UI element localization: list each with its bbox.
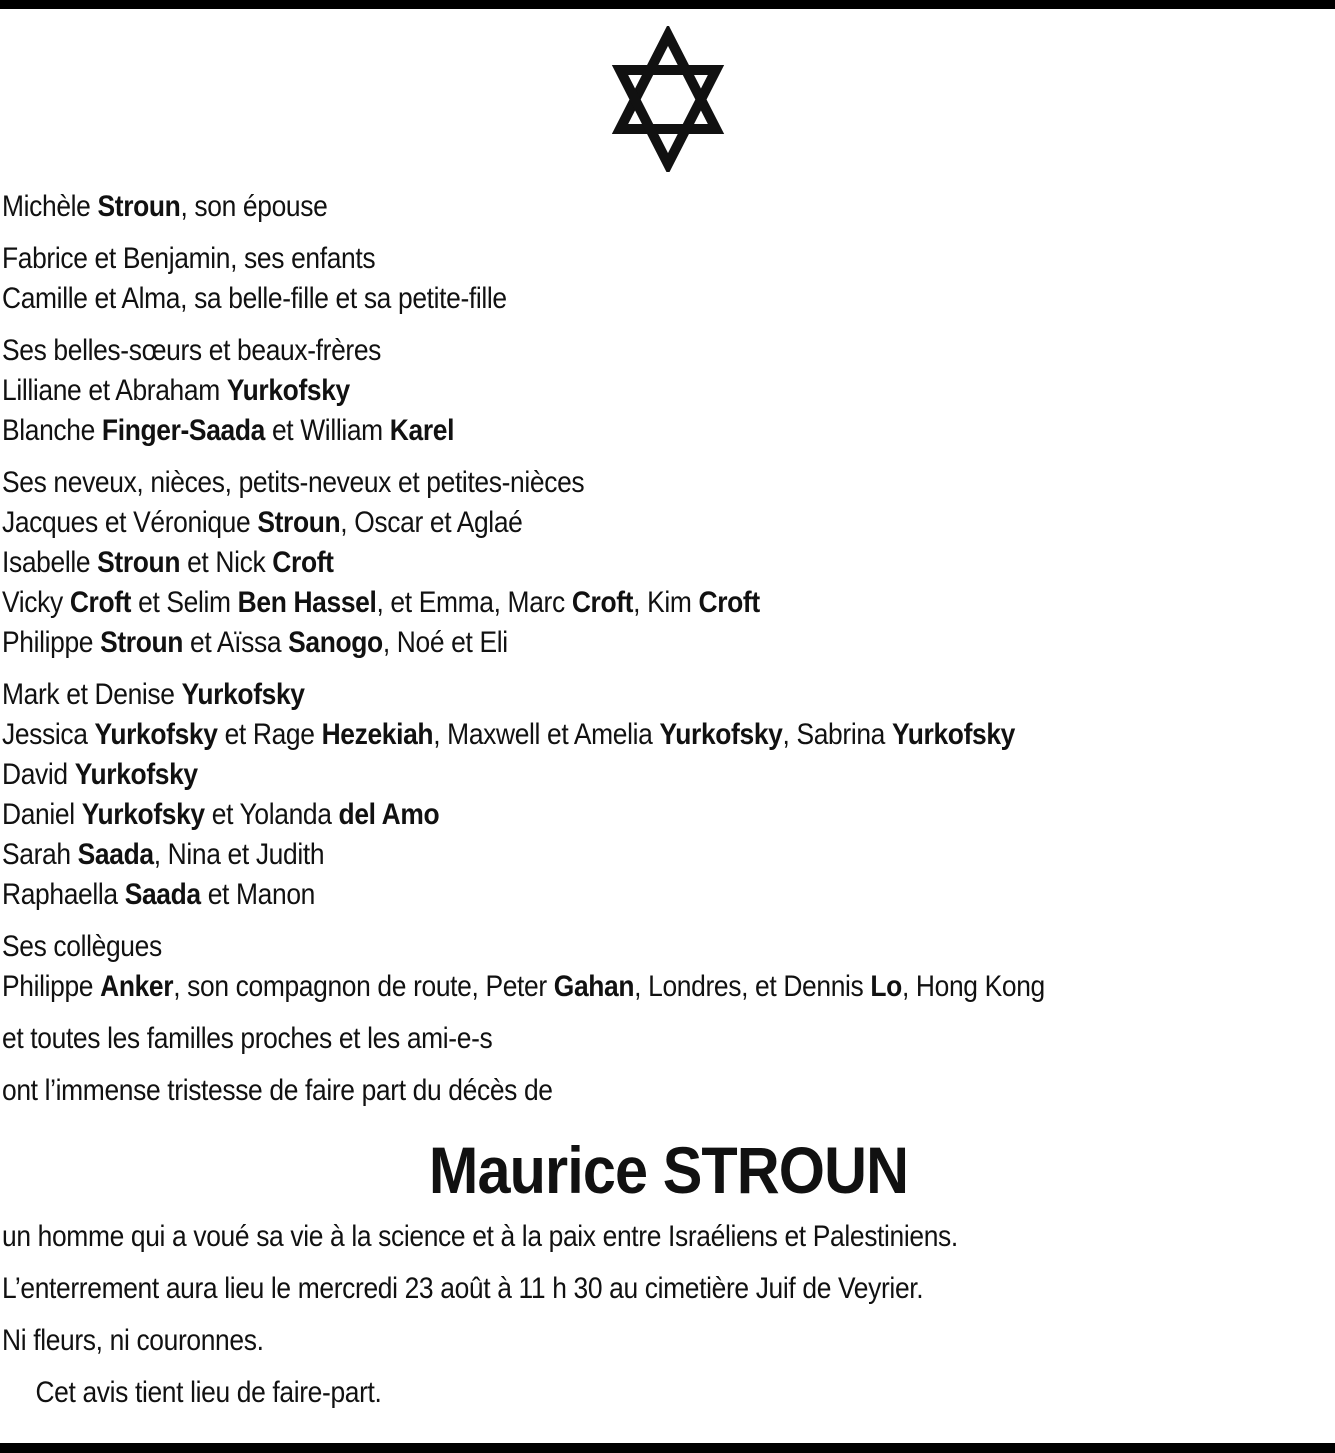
text-segment: et Selim [131, 586, 238, 619]
text-segment: Fabrice et Benjamin, ses enfants [2, 242, 376, 275]
mourner-line [2, 795, 1175, 835]
mourner-line [2, 875, 1175, 915]
mourner-line [2, 331, 1175, 371]
text-segment: , Sabrina [782, 718, 892, 751]
mourner-group [2, 675, 1335, 915]
text-segment: Michèle [2, 190, 98, 223]
star-of-david-icon [608, 26, 728, 172]
text-segment: Sarah [2, 838, 78, 871]
family-name: Croft [69, 586, 132, 619]
family-name: Stroun [97, 190, 181, 223]
closing-text [2, 1217, 1335, 1361]
family-name: Hezekiah [321, 718, 434, 751]
mourner-group [2, 1019, 1335, 1059]
family-name: Croft [698, 586, 760, 619]
mourner-group [2, 927, 1335, 1007]
family-name: Stroun [97, 546, 181, 579]
closing-line: Ni fleurs, ni couronnes. [2, 1324, 264, 1357]
text-segment: , et Emma, Marc [376, 586, 572, 619]
text-segment: Ses neveux, nièces, petits-neveux et petites-nièces [2, 466, 585, 499]
text-segment: David [2, 758, 75, 791]
mourner-line [2, 239, 1175, 279]
text-segment: , Nina et Judith [153, 838, 325, 871]
mourner-group [2, 1071, 1335, 1111]
text-segment: Jessica [2, 718, 95, 751]
family-name: Lo [870, 970, 902, 1003]
text-segment: , Oscar et Aglaé [340, 506, 523, 539]
mourner-line [2, 623, 1175, 663]
mourner-line [2, 371, 1175, 411]
mourner-line [2, 1071, 1175, 1111]
family-name: Yurkofsky [94, 718, 218, 751]
family-name: Yurkofsky [226, 374, 350, 407]
text-segment: , son compagnon de route, Peter [173, 970, 554, 1003]
mourner-line [2, 187, 1175, 227]
mourner-line [2, 835, 1175, 875]
mourner-line [2, 675, 1175, 715]
family-name: Yurkofsky [81, 798, 205, 831]
mourner-line [2, 715, 1175, 755]
text-segment: , son épouse [180, 190, 328, 223]
family-name: Karel [389, 414, 455, 447]
mourner-group [2, 239, 1335, 319]
text-segment: et Rage [217, 718, 322, 751]
text-segment: , Kim [633, 586, 699, 619]
text-segment: , Noé et Eli [382, 626, 508, 659]
family-name: Croft [571, 586, 634, 619]
mourner-line [2, 543, 1175, 583]
text-segment: Ses belles-sœurs et beaux-frères [2, 334, 382, 367]
family-name: Stroun [100, 626, 184, 659]
text-segment: et Aïssa [183, 626, 289, 659]
deceased-name: Maurice STROUN [428, 1133, 909, 1207]
top-border-rule [0, 0, 1335, 9]
text-segment: et William [264, 414, 390, 447]
family-name: Saada [124, 878, 201, 911]
family-name: Yurkofsky [181, 678, 305, 711]
text-segment: Philippe [2, 626, 101, 659]
text-segment: Blanche [2, 414, 102, 447]
text-segment: Raphaella [2, 878, 125, 911]
text-segment: Lilliane et Abraham [2, 374, 227, 407]
text-segment: Ses collègues [2, 930, 162, 963]
family-name: Finger-Saada [101, 414, 265, 447]
text-segment: Camille et Alma, sa belle-fille et sa petite-fille [2, 282, 507, 315]
text-segment: et Nick [180, 546, 273, 579]
mourner-group [2, 463, 1335, 663]
closing-line: un homme qui a voué sa vie à la science et à la paix entre Israéliens et Palestiniens. [2, 1220, 958, 1253]
family-name: Stroun [257, 506, 341, 539]
family-name: Yurkofsky [74, 758, 198, 791]
mourner-line [2, 463, 1175, 503]
text-segment: et Yolanda [204, 798, 339, 831]
mourner-line [2, 755, 1175, 795]
family-name: Ben Hassel [237, 586, 377, 619]
text-segment: Isabelle [2, 546, 98, 579]
family-name: Anker [100, 970, 174, 1003]
text-segment: Vicky [2, 586, 70, 619]
notice-signature: Cet avis tient lieu de faire-part. [35, 1376, 382, 1409]
bottom-border-rule [0, 1443, 1335, 1453]
text-segment: Jacques et Véronique [2, 506, 258, 539]
family-name: Gahan [553, 970, 635, 1003]
mourner-line [2, 927, 1175, 967]
mourner-line [2, 1019, 1175, 1059]
family-name: Sanogo [288, 626, 383, 659]
mourner-line [2, 967, 1175, 1007]
text-segment: , Hong Kong [901, 970, 1045, 1003]
family-name: Yurkofsky [659, 718, 783, 751]
family-name: Saada [77, 838, 154, 871]
text-segment: ont l’immense tristesse de faire part du décès de [2, 1074, 553, 1107]
mourner-group [2, 331, 1335, 451]
mourner-line [2, 279, 1175, 319]
family-name: Croft [272, 546, 334, 579]
mourner-line [2, 503, 1175, 543]
text-segment: et toutes les familles proches et les ami-e-s [2, 1022, 493, 1055]
mourner-line [2, 583, 1175, 623]
family-name: Yurkofsky [891, 718, 1016, 751]
obituary-notice [2, 187, 1335, 1413]
text-segment: , Londres, et Dennis [634, 970, 871, 1003]
text-segment: et Manon [200, 878, 315, 911]
text-segment: Philippe [2, 970, 101, 1003]
mourner-line [2, 411, 1175, 451]
text-segment: Daniel [2, 798, 82, 831]
mourners-list [2, 187, 1335, 1111]
text-segment: Mark et Denise [2, 678, 182, 711]
closing-line: L’enterrement aura lieu le mercredi 23 août à 11 h 30 au cimetière Juif de Veyrier. [2, 1272, 924, 1305]
text-segment: , Maxwell et Amelia [433, 718, 660, 751]
mourner-group [2, 187, 1335, 227]
family-name: del Amo [338, 798, 440, 831]
